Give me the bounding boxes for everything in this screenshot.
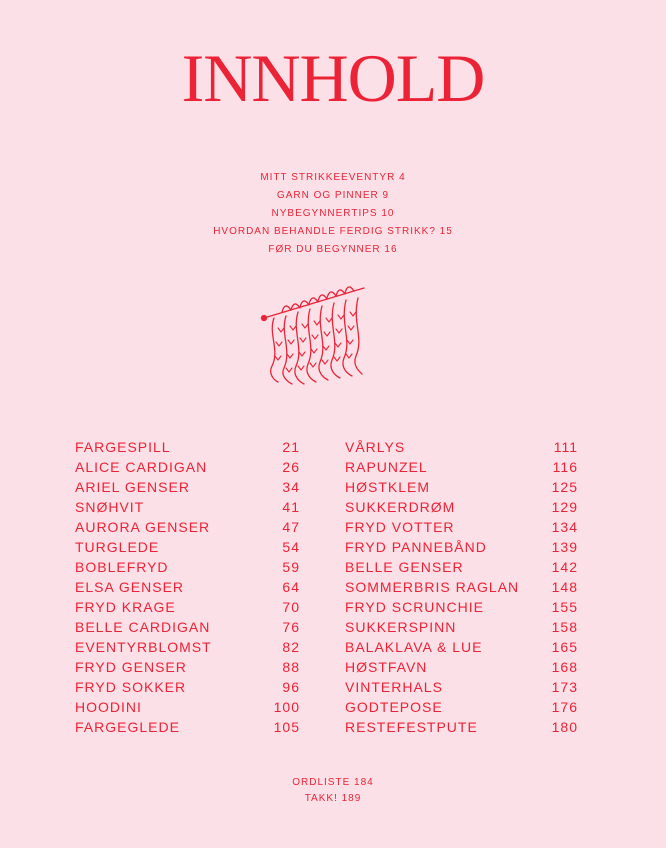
toc-left-column — [75, 437, 300, 737]
toc-entry-page: 125 — [551, 479, 578, 495]
toc-entry[interactable] — [75, 517, 300, 537]
toc-entry[interactable] — [345, 637, 578, 657]
toc-entry-title: FRYD KRAGE — [75, 599, 176, 615]
toc-entry[interactable] — [345, 617, 578, 637]
toc-entry-title: FRYD VOTTER — [345, 519, 455, 535]
toc-entry[interactable] — [75, 557, 300, 577]
toc-entry[interactable] — [75, 697, 300, 717]
intro-list — [0, 169, 666, 259]
toc-entry[interactable] — [75, 477, 300, 497]
intro-item[interactable]: FØR DU BEGYNNER 16 — [268, 244, 398, 255]
toc-entry[interactable] — [345, 537, 578, 557]
toc-entry[interactable] — [75, 677, 300, 697]
intro-item[interactable]: GARN OG PINNER 9 — [276, 190, 390, 201]
intro-item[interactable]: MITT STRIKKEEVENTYR 4 — [260, 172, 406, 183]
toc-entry-page: 116 — [552, 459, 578, 475]
toc-entry-page: 21 — [282, 439, 300, 455]
toc-entry[interactable] — [345, 517, 578, 537]
toc-entry-page: 158 — [551, 619, 578, 635]
toc-entry-page: 168 — [551, 659, 578, 675]
toc-entry-title: FRYD SOKKER — [75, 679, 187, 695]
toc-entry-title: VÅRLYS — [345, 439, 406, 455]
toc-entry-page: 100 — [273, 699, 300, 715]
toc-entry-page: 155 — [551, 599, 578, 615]
toc-entry-title: BELLE CARDIGAN — [75, 619, 211, 635]
toc-right-column — [345, 437, 578, 737]
toc-entry[interactable] — [75, 597, 300, 617]
toc-entry-title: HØSTFAVN — [345, 659, 428, 675]
toc-entry-page: 41 — [282, 499, 300, 515]
toc-entry[interactable] — [75, 657, 300, 677]
toc-entry-page: 82 — [282, 639, 300, 655]
toc-entry-title: GODTEPOSE — [345, 699, 443, 715]
toc-entry-title: FRYD GENSER — [75, 659, 187, 675]
toc-entry-title: FARGESPILL — [75, 439, 171, 455]
toc-entry-title: ARIEL GENSER — [75, 479, 190, 495]
toc-entry[interactable] — [345, 697, 578, 717]
toc-entry-page: 173 — [551, 679, 578, 695]
toc-entry-page: 54 — [282, 539, 300, 555]
toc-entry-page: 26 — [282, 459, 300, 475]
toc-entry-page: 105 — [273, 719, 300, 735]
toc-entry[interactable] — [345, 557, 578, 577]
knitting-needle-with-stitches-icon — [258, 284, 370, 386]
toc-entry-page: 76 — [282, 619, 300, 635]
outro-item[interactable]: ORDLISTE 184 — [292, 777, 374, 788]
toc-entry[interactable] — [345, 577, 578, 597]
toc-entry[interactable] — [345, 597, 578, 617]
toc-entry-title: FARGEGLEDE — [75, 719, 180, 735]
toc-entry-page: 96 — [282, 679, 300, 695]
toc-entry-page: 139 — [551, 539, 578, 555]
toc-entry-page: 88 — [282, 659, 300, 675]
toc-entry[interactable] — [75, 457, 300, 477]
toc-entry-page: 47 — [282, 519, 300, 535]
outro-list — [0, 775, 666, 807]
toc-entry[interactable] — [75, 717, 300, 737]
toc-entry-page: 134 — [551, 519, 578, 535]
toc-entry[interactable] — [345, 437, 578, 457]
toc-entry-title: FRYD SCRUNCHIE — [345, 599, 484, 615]
toc-entry-page: 59 — [282, 559, 300, 575]
toc-entry-page: 176 — [551, 699, 578, 715]
toc-entry-title: BALAKLAVA & LUE — [345, 639, 483, 655]
toc-entry-title: AURORA GENSER — [75, 519, 211, 535]
toc-entry-page: 34 — [282, 479, 300, 495]
toc-entry-title: ELSA GENSER — [75, 579, 185, 595]
toc-entry-page: 148 — [551, 579, 578, 595]
toc-entry[interactable] — [75, 617, 300, 637]
page-title: INNHOLD — [181, 40, 485, 116]
toc-entry[interactable] — [75, 497, 300, 517]
toc-entry-title: EVENTYRBLOMST — [75, 639, 212, 655]
toc-entry[interactable] — [345, 477, 578, 497]
toc-entry[interactable] — [75, 637, 300, 657]
toc-entry-title: BOBLEFRYD — [75, 559, 169, 575]
toc-entry-title: SNØHVIT — [75, 499, 145, 515]
toc-entry-title: FRYD PANNEBÅND — [345, 539, 487, 555]
toc-entry[interactable] — [75, 577, 300, 597]
toc-entry-title: HOODINI — [75, 699, 142, 715]
intro-item[interactable]: HVORDAN BEHANDLE FERDIG STRIKK? 15 — [213, 226, 453, 237]
toc-entry[interactable] — [75, 437, 300, 457]
toc-entry-title: SUKKERDRØM — [345, 499, 456, 515]
toc-entry-title: SUKKERSPINN — [345, 619, 457, 635]
toc-entry[interactable] — [345, 717, 578, 737]
toc-entry[interactable] — [345, 497, 578, 517]
toc-entry-page: 64 — [282, 579, 300, 595]
toc-entry[interactable] — [75, 537, 300, 557]
intro-item[interactable]: NYBEGYNNERTIPS 10 — [271, 208, 395, 219]
toc-entry-page: 111 — [553, 439, 578, 455]
toc-entry-title: TURGLEDE — [75, 539, 160, 555]
toc-entry-page: 180 — [551, 719, 578, 735]
toc-entry-title: BELLE GENSER — [345, 559, 464, 575]
outro-item[interactable]: TAKK! 189 — [304, 793, 362, 804]
toc-entry[interactable] — [345, 657, 578, 677]
toc-entry-page: 129 — [551, 499, 578, 515]
toc-entry-page: 142 — [551, 559, 578, 575]
toc-entry-title: VINTERHALS — [345, 679, 443, 695]
toc-entry[interactable] — [345, 457, 578, 477]
toc-entry-title: SOMMERBRIS RAGLAN — [345, 579, 520, 595]
toc-entry-page: 70 — [282, 599, 300, 615]
toc-entry-title: HØSTKLEM — [345, 479, 431, 495]
toc-entry-page: 165 — [551, 639, 578, 655]
toc-entry[interactable] — [345, 677, 578, 697]
toc-entry-title: RAPUNZEL — [345, 459, 428, 475]
toc-entry-title: ALICE CARDIGAN — [75, 459, 208, 475]
toc-entry-title: RESTEFESTPUTE — [345, 719, 478, 735]
